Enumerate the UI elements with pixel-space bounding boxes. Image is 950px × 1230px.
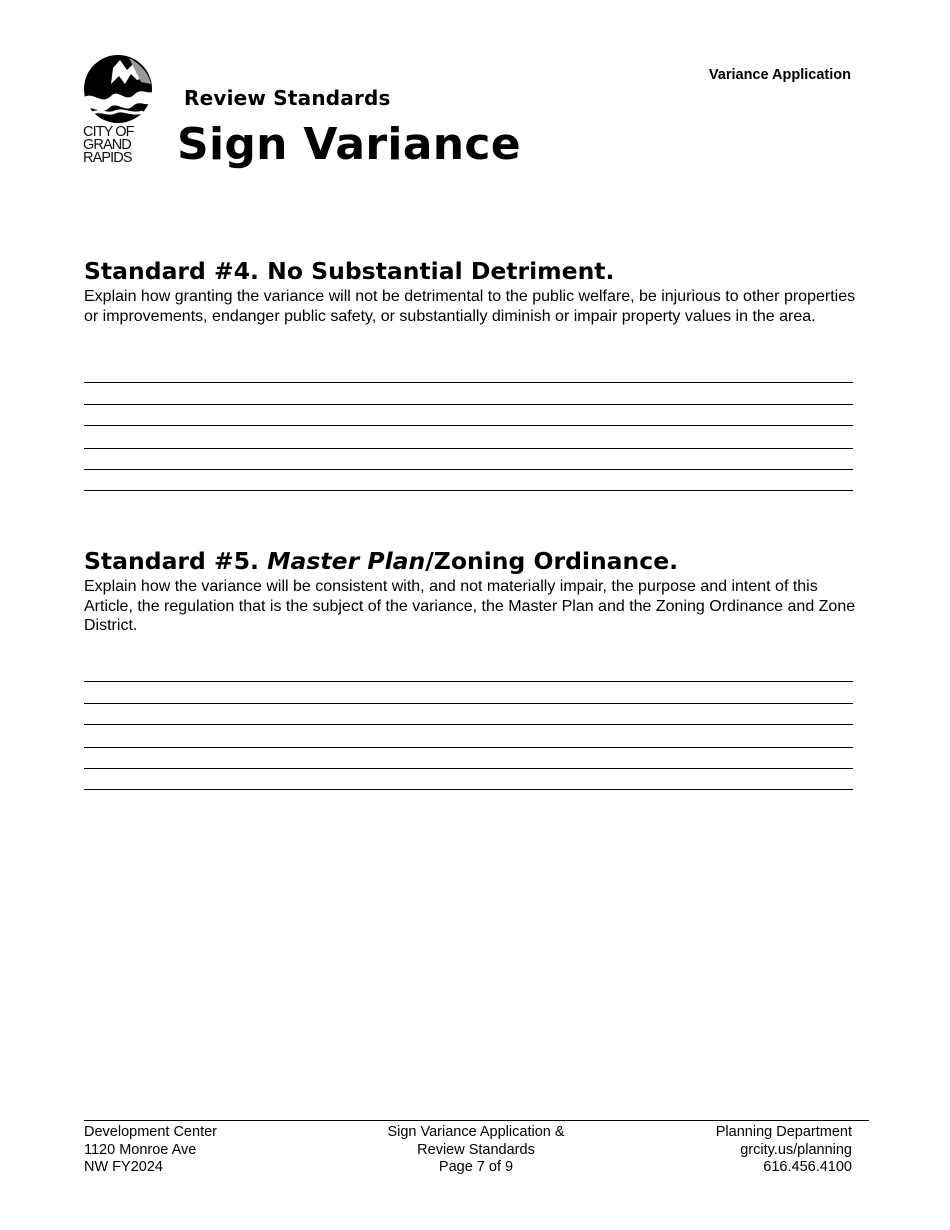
- logo-line: GRAND: [83, 137, 131, 153]
- standard-4-heading: [84, 256, 874, 286]
- answer-line[interactable]: [84, 747, 853, 748]
- footer-line: 616.456.4100: [763, 1159, 852, 1175]
- answer-line[interactable]: [84, 382, 853, 383]
- standard-5-instructions: Explain how the variance will be consistent with, and not materially impair, the purpose and intent of this Article, the regulation that is the subject of the variance, the Master Plan and the Zoning Ordinance and Zone District.: [84, 578, 856, 634]
- answer-line[interactable]: [84, 404, 853, 405]
- footer-line: Sign Variance Application &: [387, 1124, 565, 1140]
- answer-line[interactable]: [84, 490, 853, 491]
- logo-line: RAPIDS: [83, 150, 132, 166]
- footer-line: Development Center: [84, 1124, 217, 1140]
- footer-line: Planning Department: [715, 1124, 852, 1140]
- standard-5-heading: [84, 546, 874, 576]
- document-label: Variance Application: [708, 67, 851, 83]
- answer-line[interactable]: [84, 425, 853, 426]
- standard-4-section: [84, 256, 874, 326]
- city-logo-text: [83, 126, 157, 165]
- footer-line: NW FY2024: [84, 1159, 163, 1175]
- standard-5-heading-prefix: Standard #5.: [84, 547, 268, 575]
- logo-line: CITY OF: [83, 124, 134, 140]
- footer-left: [84, 1124, 217, 1177]
- answer-line[interactable]: [84, 703, 853, 704]
- page-number: Page 7 of 9: [438, 1159, 514, 1175]
- answer-line[interactable]: [84, 724, 853, 725]
- standard-5-heading-italic: Master Plan: [267, 547, 426, 575]
- city-logo: [83, 54, 157, 165]
- city-logo-icon: [83, 54, 153, 124]
- answer-line[interactable]: [84, 448, 853, 449]
- standard-4-instructions: Explain how granting the variance will not be detrimental to the public welfare, be injurious to other properties or improvements, endanger public safety, or substantially diminish or impair property values in the area.: [84, 288, 856, 325]
- page-title: Sign Variance: [177, 119, 521, 170]
- answer-line[interactable]: [84, 681, 853, 682]
- standard-4-heading-text: Standard #4. No Substantial Detriment.: [84, 257, 615, 285]
- page-subtitle: Review Standards: [184, 86, 391, 110]
- footer-divider: [84, 1120, 869, 1121]
- footer-line: Review Standards: [417, 1141, 535, 1158]
- footer-right: [716, 1124, 852, 1177]
- answer-line[interactable]: [84, 768, 853, 769]
- answer-line[interactable]: [84, 469, 853, 470]
- footer-center: [376, 1124, 576, 1177]
- answer-line[interactable]: [84, 789, 853, 790]
- footer-line: 1120 Monroe Ave: [84, 1141, 197, 1158]
- standard-5-heading-suffix: /Zoning Ordinance.: [425, 547, 679, 575]
- footer-line: grcity.us/planning: [740, 1141, 852, 1158]
- standard-5-section: [84, 546, 874, 636]
